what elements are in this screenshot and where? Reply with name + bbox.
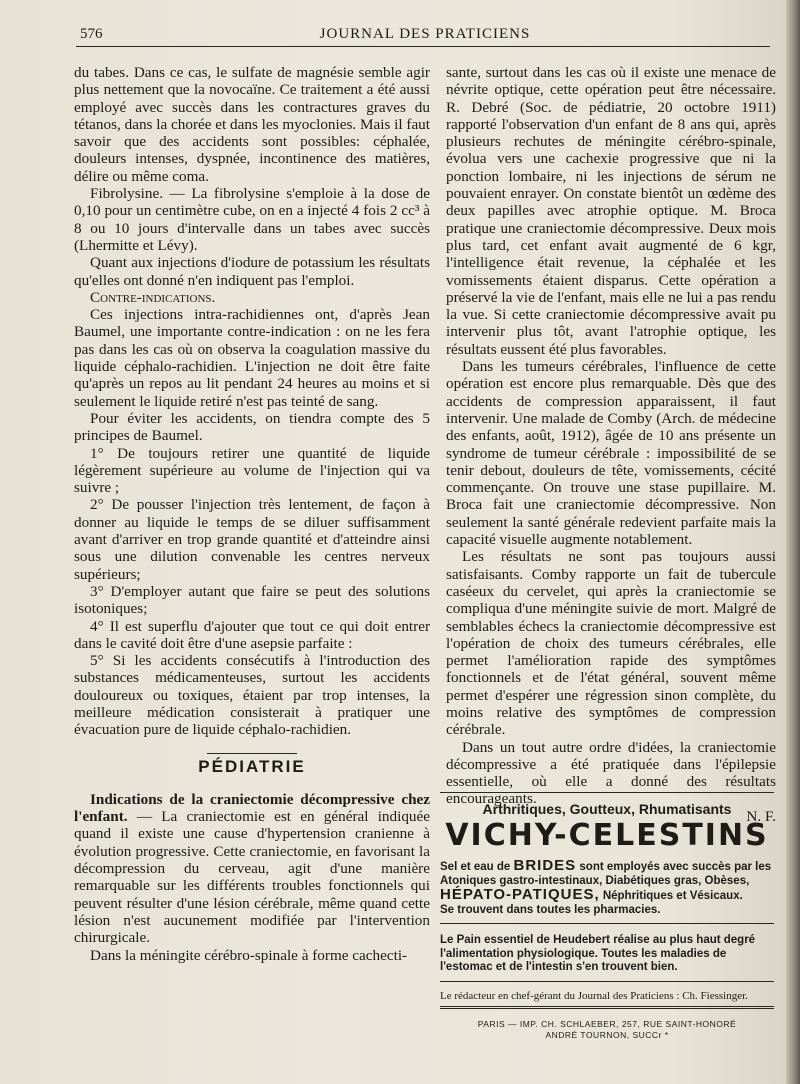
paragraph: Quant aux injections d'iodure de potassium les résultats qu'elles ont donné n'en indiquent pas l'emploi.: [74, 254, 430, 289]
author-signature: N. F.: [746, 807, 776, 825]
ad-brides-text: Se trouvent dans toutes les pharmacies.: [440, 903, 661, 916]
list-item: 4° Il est superflu d'ajouter que tout ce qui doit entrer dans le cavité doit être d'une asepsie parfaite :: [74, 617, 430, 652]
paragraph: Ces injections intra-rachidiennes ont, d'après Jean Baumel, une importante contre-indication : on ne les fera pas dans les cas où on observa la coagulation massive du liquide céphalo-rachidien. L'injection ne doit être faite qu'après un repos au lit pendant 24 heures au moins et si seulement le liquide retiré n'est pas teinté de sang.: [74, 306, 430, 410]
paragraph: Dans la méningite cérébro-spinale à forme cachecti-: [90, 946, 408, 964]
star-mark: *: [664, 1029, 669, 1040]
journal-title: JOURNAL DES PRATICIENS: [319, 26, 531, 42]
page-header: [80, 22, 770, 46]
ad-brides-text: Néphritiques et Vésicaux.: [599, 890, 743, 902]
editor-line: Le rédacteur en chef-gérant du Journal des Praticiens : Ch. Fiessinger.: [440, 989, 748, 1002]
printer-line: ANDRÉ TOURNON, SUCCr: [545, 1029, 662, 1040]
paragraph-indications: [74, 791, 430, 947]
left-column: [74, 64, 430, 964]
list-item: 1° De toujours retirer une quantité de liquide légèrement supérieure au volume de l'injection qui va suivre ;: [74, 444, 430, 497]
printer-line: PARIS — IMP. CH. SCHLAEBER, 257, RUE SAINT-HONORÉ: [477, 1018, 737, 1029]
ad-brides-name: BRIDES: [513, 857, 577, 874]
ad-vichy-celestins: VICHY-CELESTINS: [445, 818, 769, 853]
page-number: 576: [80, 26, 103, 42]
paragraph-fibrolysine: Fibrolysine. — La fibrolysine s'emploie à la dose de 0,10 pour un centimètre cube, on en a injecté 4 fois 2 cc³ à 8 ou 10 jours d'intervalle dans un tabes avec succès (Lhermitte et Lévy).: [74, 185, 430, 254]
paragraph: Dans les tumeurs cérébrales, l'influence de cette opération est encore plus remarquable. Dès que des accidents de compression apparaissent, il faut intervenir. Une malade de Comby (Arch. de médecine des enfants, août, 1912), âgée de 10 ans présente un syndrome de tumeur cérébrale : impossibilité de se tenir debout, douleurs de tête, vomissements, cécité commençante. On trouve une stase pupillaire. M. Broca fait une craniectomie décompressive. Non seulement la santé générale redevient parfaite mais la capacité visuelle augmente notablement.: [446, 358, 776, 549]
right-column: [446, 64, 776, 825]
ad-heudebert: Le Pain essentiel de Heudebert réalise au plus haut degré l'alimentation physiologique. Toutes les maladies de l'estomac et de l'intestin s'en trouvent bien.: [440, 934, 756, 973]
section-title: [74, 753, 430, 775]
header-rule: [76, 46, 770, 47]
printer-imprint: [440, 1019, 774, 1041]
subheading-contre-indications: Contre-indications.: [90, 288, 216, 306]
list-item: 3° D'employer autant que faire se peut des solutions isotoniques;: [74, 582, 430, 618]
ad-tagline: Arthritiques, Goutteux, Rhumatisants: [482, 801, 732, 817]
article-text: — La craniectomie est en général indiquée quand il existe une cause d'hypertension cranienne à évolution progressive. Cette craniectomie, en favorisant la décompression du cerveau, agit d'une manière remarquable sur les différents troubles fonctionnels qui peuvent résulter d'une lésion cérébrale, même quand cette lésion n'est aucunement modifiée par l'intervention chirurgicale.: [74, 808, 430, 947]
article-title: Indications de la craniectomie décompressive chez l'enfant.: [74, 790, 430, 826]
ad-brides: [440, 859, 774, 917]
ad-double-rule: [440, 1006, 774, 1009]
ad-brides-text: sont employés avec succès par les: [576, 861, 772, 873]
ad-brides-text: Sel et eau de: [440, 861, 514, 873]
paragraph: Dans un tout autre ordre d'idées, la craniectomie décompressive a été pratiquée dans l'épilepsie essentielle, où elle a donné des résultats encourageants.: [446, 738, 776, 808]
paragraph: du tabes. Dans ce cas, le sulfate de magnésie semble agir plus nettement que la novocaïne. Ce traitement a été aussi employé avec succès dans les contractures graves du tétanos, dans la chorée et dans les myoclonies. Mais il faut savoir que des accidents sont possibles: céphalée, douleurs intenses, dyspnée, incontinence des matières, délire ou même coma.: [74, 64, 430, 185]
paragraph: sante, surtout dans les cas où il existe une menace de névrite optique, cette opération peut être nécessaire. R. Debré (Soc. de pédiatrie, 20 octobre 1911) rapporté l'observation d'un enfant de 8 ans qui, après plusieurs rechutes de méningite cérébro-spinale, évolua vers une cachexie progressive que ni la ponction lombaire, ni les injections de sérum ne pouvaient enrayer. On constate bientôt un œdème des deux papilles avec atrophie optique. M. Broca pratique une craniectomie décompressive. Deux mois plus tard, cet enfant avait augmenté de 6 kgr, l'intelligence était revenue, la céphalée et les vomissements étaient disparus. Cette opération a préservé la vie de l'enfant, mais elle ne lui a pas rendu la vue. Si cette craniectomie décompressive avait pu intervenir plus tôt, avant l'atrophie optique, les résultats eussent été plus favorables.: [446, 64, 776, 358]
section-title-text: PÉDIATRIE: [198, 756, 306, 776]
section-rule: [207, 753, 297, 754]
list-item: 2° De pousser l'injection très lentement, de façon à donner au liquide le temps de se diluer suffisamment avant d'arriver en trop grande quantité et d'atteindre ainsi sous une dilution convenable les centres nerveux supérieurs;: [74, 496, 430, 583]
ad-brides-hepato: HÉPATO-PATIQUES,: [440, 886, 600, 903]
paragraph: Les résultats ne sont pas toujours aussi satisfaisants. Comby rapporte un fait de tubercule caséeux du cervelet, qui après la craniectomie se compliqua d'une méningite suivie de mort. Malgré de semblables échecs la craniectomie décompressive est l'opération de choix des tumeurs cérébrales, elle permet l'amélioration rapide des symptômes fonctionnels et de l'état général, souvent même permet d'espérer une régression sinon complète, du moins relative des symptômes de compression cérébrale.: [446, 548, 776, 739]
paragraph: Pour éviter les accidents, on tiendra compte des 5 principes de Baumel.: [74, 409, 430, 445]
ad-rule: [440, 981, 774, 982]
ad-brides-text: Atoniques gastro-intestinaux, Diabétiques gras, Obèses,: [440, 874, 750, 887]
ad-rule: [440, 923, 774, 924]
list-item: 5° Si les accidents consécutifs à l'introduction des substances médicamenteuses, surtout les accidents douloureux ou toxiques, étaient par trop intenses, la meilleure médication consisterait à pratiquer une évacuation pure de liquide céphalo-rachidien.: [74, 652, 430, 739]
advertisement-block: [440, 792, 774, 1041]
ad-rule: [440, 792, 774, 793]
page-edge: [786, 0, 800, 1084]
